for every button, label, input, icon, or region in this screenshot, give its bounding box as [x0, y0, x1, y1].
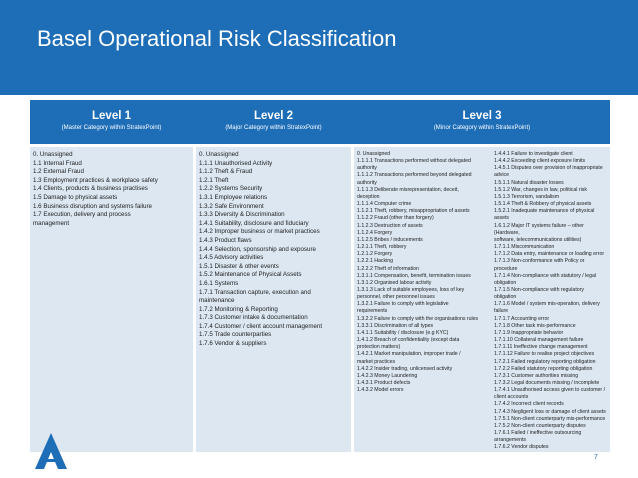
- list-item: 1.7.1.1 Miscommunication: [494, 244, 555, 251]
- header-level2-label: Level 2: [254, 110, 293, 122]
- list-item: 1.4.4.1 Failure to investigate client: [494, 151, 573, 157]
- list-item: authority: [357, 165, 377, 172]
- list-item: authority: [357, 179, 377, 186]
- list-item: 0. Unassigned: [33, 151, 73, 158]
- list-item: 1.4 Clients, products & business practises: [33, 185, 148, 193]
- list-item: 1.7.3.1 Customer authorities missing: [494, 372, 579, 379]
- list-item: 1.1.2 Theft & Fraud: [199, 168, 253, 176]
- header-level2-sub: (Major Category within StratexPoint): [225, 125, 322, 131]
- list-item: 1.5 Damage to physical assets: [33, 193, 118, 201]
- list-item: 1.7.5.2 Non-client counterparty disputes: [494, 422, 586, 429]
- list-item: 1.7.5.1 Non-client counterparty mis-performance: [494, 415, 606, 422]
- list-item: 1.7.3 Customer intake & documentation: [199, 314, 308, 322]
- list-item: 0. Unassigned: [199, 151, 239, 158]
- list-item: 1.7.1.7 Accounting error: [494, 315, 550, 322]
- list-item: 1.1.1.2 Transactions performed beyond delegated: [357, 172, 472, 179]
- list-item: 1.4.1.1 Suitability / disclosure (e.g KYC): [357, 329, 449, 336]
- list-item: 1.4.2.1 Market manipulation, improper trade /: [357, 351, 461, 358]
- list-item: 1.4.5.1 Disputes over provision of inappropriate: [494, 165, 603, 172]
- list-item: obligation: [494, 279, 517, 286]
- list-item: 1.7.1.2 Data entry, maintenance or loading error: [494, 251, 605, 258]
- list-item: 1.7.1.4 Non-compliance with statutory / legal: [494, 272, 597, 279]
- list-item: 1.4.5 Advisory activities: [199, 254, 264, 262]
- list-item: 1.5.1 Disaster & other events: [199, 262, 279, 270]
- header-level1-label: Level 1: [92, 110, 131, 122]
- header-level3-sub: (Minor Category within StratexPoint): [433, 125, 531, 131]
- list-item: 1.1.2.4 Forgery: [357, 229, 393, 236]
- page-number: 7: [594, 454, 598, 461]
- list-item: 1.3.2 Safe Environment: [199, 202, 264, 210]
- table-header-row: [30, 100, 610, 144]
- list-item: 0. Unassigned: [357, 151, 391, 157]
- list-item: personnel, other personnel issues: [357, 294, 435, 301]
- list-item: 1.4.2.3 Money Laundering: [357, 372, 418, 379]
- list-item: software, telecommunications utilities): [494, 236, 582, 243]
- list-item: 1.6.1.2 Major IT systems failure – other (Hardware,: [494, 222, 584, 236]
- list-item: 1.5.1.2 War, changes in law, political risk: [494, 186, 587, 193]
- list-item: 1.6.1 Systems: [199, 279, 239, 287]
- list-item: 1.5.1.4 Theft & Robbery of physical assets: [494, 201, 592, 208]
- list-item: 1.5.2 Maintenance of Physical Assets: [199, 271, 302, 279]
- header-level3-label: Level 3: [462, 110, 502, 122]
- list-item: protection matters): [357, 344, 401, 351]
- list-item: 1.7.4.1 Unauthorised access given to customer /: [494, 387, 606, 394]
- list-item: 1.2.2.2 Theft of information: [357, 265, 419, 272]
- level3-list-a: [354, 147, 490, 394]
- list-item: 1.1.2.5 Bribes / inducements: [357, 236, 423, 243]
- list-item: 1.3.3.1 Discrimination of all types: [357, 322, 434, 329]
- triangle-a-logo-icon: [34, 432, 68, 470]
- list-item: 1.4.3.2 Model errors: [357, 387, 404, 394]
- level3-list-b: [491, 147, 610, 452]
- list-item: 1.7.6.2 Vendor disputes: [494, 444, 549, 451]
- level3-subcolumn-b: [491, 147, 610, 452]
- list-item: 1.1 Internal Fraud: [33, 159, 82, 167]
- list-item: requirements: [357, 308, 388, 315]
- list-item: 1.1.2.1 Theft, robbery, misappropriation of assets: [357, 208, 470, 215]
- list-item: 1.7.1.5 Non-compliance with regulatory obligation: [494, 286, 584, 301]
- list-item: 1.2.2.1 Hacking: [357, 258, 394, 265]
- list-item: 1.7.5 Trade counterparties: [199, 331, 272, 339]
- list-item: 1.7.4 Customer / client account management: [199, 322, 323, 330]
- list-item: 1.7.6 Vendor & suppliers: [199, 340, 267, 348]
- list-item: 1.7.1.9 Inappropriate behavior: [494, 329, 564, 336]
- list-item: 1.5.1.1 Natural disaster losses: [494, 179, 564, 186]
- list-item: 1.3.1.3 Lack of suitable employees, loss of key: [357, 286, 465, 293]
- list-item: 1.7.1.3 Non-conformance with Policy or procedure: [494, 258, 585, 272]
- level2-column: [196, 147, 351, 452]
- list-item: 1.2.1 Theft: [199, 176, 229, 184]
- list-item: 1.7.4.3 Negligent loss or damage of client assets: [494, 408, 606, 415]
- list-item: 1.1.1.3 Deliberate misrepresentation, deceit,: [357, 186, 459, 193]
- header-level1: [30, 100, 193, 144]
- list-item: 1.7.3.2 Legal documents missing / incomplete: [494, 380, 600, 386]
- list-item: 1.7.2 Monitoring & Reporting: [199, 305, 278, 313]
- list-item: client accounts: [494, 394, 529, 401]
- list-item: 1.4.4 Selection, sponsorship and exposure: [199, 245, 316, 253]
- list-item: 1.6 Business disruption and systems failure: [33, 202, 152, 210]
- list-item: market practices: [357, 358, 396, 365]
- list-item: 1.7.1.11 Ineffective change management: [494, 344, 588, 351]
- list-item: 1.4.2.2 Insider trading, unlicensed activity: [357, 365, 453, 372]
- list-item: 1.3.1 Employee relations: [199, 193, 268, 201]
- list-item: 1.7.1.12 Failure to realise project objectives: [494, 351, 595, 358]
- list-item: 1.1.1.1 Transactions performed without delegated: [357, 158, 471, 165]
- list-item: 1.7.1 Transaction capture, execution and: [199, 288, 311, 296]
- list-item: failure: [494, 308, 509, 315]
- list-item: 1.1.1.4 Computer crime: [357, 201, 412, 208]
- list-item: 1.7.4.2 Incorrect client records: [494, 401, 564, 408]
- list-item: 1.5.1.3 Terrorism, vandalism: [494, 193, 560, 200]
- header-level2: [196, 100, 351, 144]
- level1-list: [30, 147, 193, 228]
- list-item: 1.7.2.1 Failed regulatory reporting obligation: [494, 358, 596, 365]
- header-level3: [354, 100, 610, 144]
- list-item: 1.7.1.6 Model / system mis-operation, delivery: [494, 301, 600, 308]
- list-item: 1.2 External Fraud: [33, 168, 84, 176]
- list-item: 1.7.1.10 Collateral management failure: [494, 337, 584, 344]
- list-item: 1.2.1.2 Forgery: [357, 251, 393, 258]
- list-item: 1.4.4.2 Exceeding client exposure limits: [494, 158, 586, 165]
- list-item: 1.4.1.2 Breach of confidentiality (except data: [357, 337, 460, 344]
- list-item: 1.4.1 Suitability, disclosure and fiduciary: [199, 219, 309, 227]
- list-item: 1.4.3 Product flaws: [199, 236, 252, 244]
- list-item: 1.7.1.8 Other task mis-performance: [494, 322, 576, 329]
- list-item: maintenance: [199, 297, 235, 305]
- list-item: 1.1.2.3 Destruction of assets: [357, 222, 423, 229]
- list-item: 1.1.2.2 Fraud (other than forgery): [357, 215, 434, 222]
- list-item: 1.4.3.1 Product defects: [357, 380, 411, 386]
- level1-column: [30, 147, 193, 452]
- list-item: 1.5.2.1 Inadequate maintenance of physical assets: [494, 208, 595, 222]
- list-item: 1.3.2.1 Failure to comply with legislative: [357, 301, 449, 308]
- list-item: 1.3 Employment practices & workplace safety: [33, 176, 158, 184]
- list-item: 1.3.1.1 Compensation, benefit, termination issues: [357, 272, 471, 279]
- list-item: 1.7.6.1 Failed / ineffective outsourcing arrangements: [494, 430, 582, 444]
- level3-column: [354, 147, 610, 452]
- list-item: 1.7 Execution, delivery and process: [33, 211, 131, 219]
- list-item: 1.3.1.2 Organised labour activity: [357, 279, 432, 286]
- list-item: 1.2.1.1 Theft, robbery: [357, 244, 407, 251]
- list-item: management: [33, 219, 70, 227]
- list-item: 1.3.3 Diversity & Discrimination: [199, 211, 285, 219]
- list-item: deception: [357, 193, 380, 200]
- list-item: 1.2.2 Systems Security: [199, 185, 263, 193]
- level2-list: [196, 147, 351, 349]
- title-bar: [0, 0, 638, 95]
- level3-subcolumn-a: [354, 147, 490, 394]
- header-level1-sub: (Master Category within StratexPoint): [61, 125, 162, 131]
- list-item: 1.1.1 Unauthorised Activity: [199, 159, 273, 167]
- list-item: 1.3.2.2 Failure to comply with the organisations rules: [357, 315, 479, 322]
- list-item: 1.4.2 Improper business or market practices: [199, 228, 320, 236]
- list-item: 1.7.2.2 Failed statutory reporting obligation: [494, 365, 593, 372]
- list-item: advice: [494, 172, 509, 179]
- slide-title: Basel Operational Risk Classification: [37, 26, 397, 51]
